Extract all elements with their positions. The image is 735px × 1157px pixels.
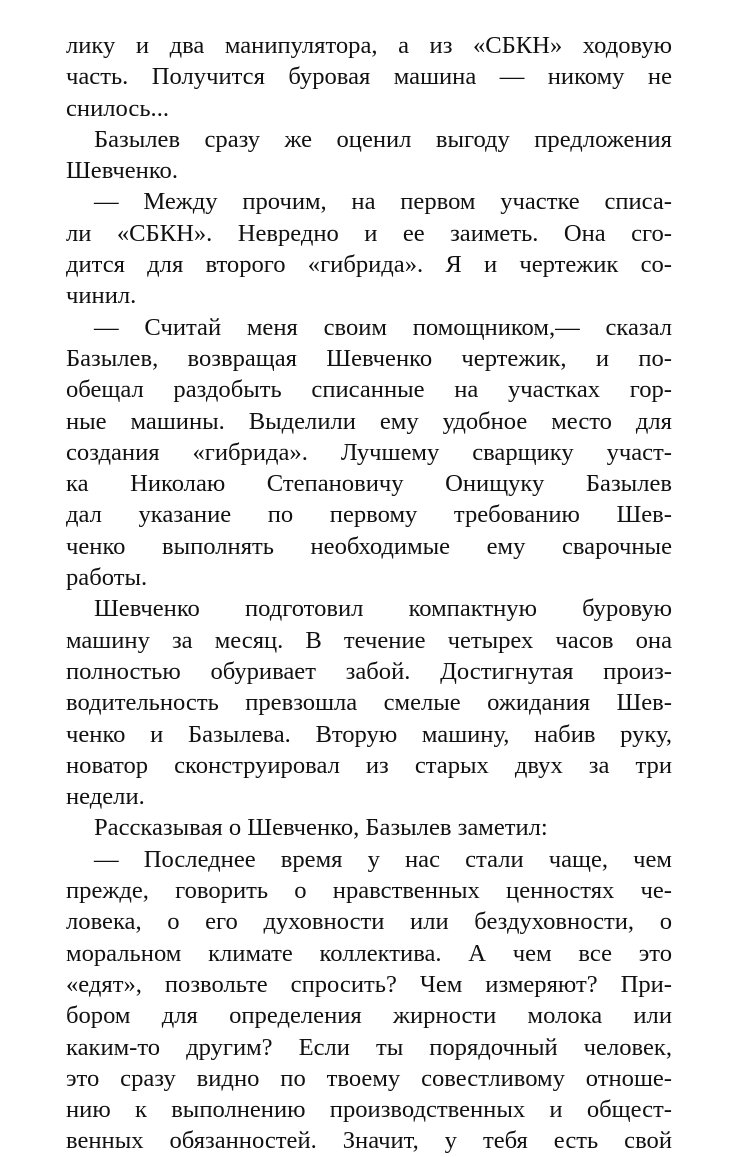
text-line: — Между прочим, на первом участке списа- bbox=[94, 188, 672, 216]
paragraph bbox=[66, 844, 672, 1157]
text-line: ченко и Базылева. Вторую машину, набив руку, bbox=[66, 720, 672, 748]
paragraph bbox=[66, 186, 672, 311]
paragraph bbox=[66, 312, 672, 594]
text-line: снилось... bbox=[66, 94, 169, 122]
text-line: Шевченко подготовил компактную буровую bbox=[94, 595, 672, 623]
text-line: ченко выполнять необходимые ему сварочные bbox=[66, 532, 672, 560]
text-line: нию к выполнению производственных и общест- bbox=[66, 1096, 672, 1124]
text-line: чинил. bbox=[66, 282, 137, 310]
text-line: Базылев сразу же оценил выгоду предложения bbox=[94, 125, 672, 153]
text-line: ловека, о его духовности или бездуховности, о bbox=[66, 908, 672, 936]
text-line: «едят», позвольте спросить? Чем измеряют? При- bbox=[66, 970, 672, 998]
text-line: водительность превзошла смелые ожидания Шев- bbox=[66, 689, 672, 717]
text-line: недели. bbox=[66, 783, 145, 811]
paragraph bbox=[66, 124, 672, 187]
book-page bbox=[66, 30, 672, 1157]
text-line: бором для определения жирности молока или bbox=[66, 1002, 672, 1030]
text-line: обещал раздобыть списанные на участках гор- bbox=[66, 376, 672, 404]
text-line: Базылев, возвращая Шевченко чертежик, и по- bbox=[66, 344, 672, 372]
text-line: Шевченко. bbox=[66, 157, 178, 185]
text-line: — Последнее время у нас стали чаще, чем bbox=[94, 845, 672, 873]
text-line: это сразу видно по твоему совестливому отноше- bbox=[66, 1064, 672, 1092]
text-line: прежде, говорить о нравственных ценностях че- bbox=[66, 877, 672, 905]
text-line: машину за месяц. В течение четырех часов она bbox=[66, 626, 672, 654]
paragraph bbox=[66, 812, 672, 843]
text-line: Рассказывая о Шевченко, Базылев заметил: bbox=[94, 814, 548, 842]
text-line: — Считай меня своим помощником,— сказал bbox=[94, 313, 672, 341]
text-line: венных обязанностей. Значит, у тебя есть свой bbox=[66, 1127, 672, 1155]
text-line: каким-то другим? Если ты порядочный человек, bbox=[66, 1033, 672, 1061]
text-line: работы. bbox=[66, 564, 148, 592]
text-line: лику и два манипулятора, а из «СБКН» ходовую bbox=[66, 32, 672, 59]
text-line: ные машины. Выделили ему удобное место для bbox=[66, 407, 672, 435]
text-line: полностью обуривает забой. Достигнутая произ- bbox=[66, 657, 672, 685]
text-line: дится для второго «гибрида». Я и чертежик со- bbox=[66, 251, 672, 279]
text-line: новатор сконструировал из старых двух за три bbox=[66, 751, 672, 779]
paragraph bbox=[66, 30, 672, 124]
text-line: ка Николаю Степановичу Онищуку Базылев bbox=[66, 470, 672, 498]
text-line: ли «СБКН». Невредно и ее заиметь. Она сго- bbox=[66, 219, 672, 247]
paragraph bbox=[66, 593, 672, 812]
text-line: создания «гибрида». Лучшему сварщику участ- bbox=[66, 438, 672, 466]
text-line: часть. Получится буровая машина — никому не bbox=[66, 63, 672, 91]
text-line: моральном климате коллектива. А чем все это bbox=[66, 939, 672, 967]
text-line: дал указание по первому требованию Шев- bbox=[66, 501, 672, 529]
